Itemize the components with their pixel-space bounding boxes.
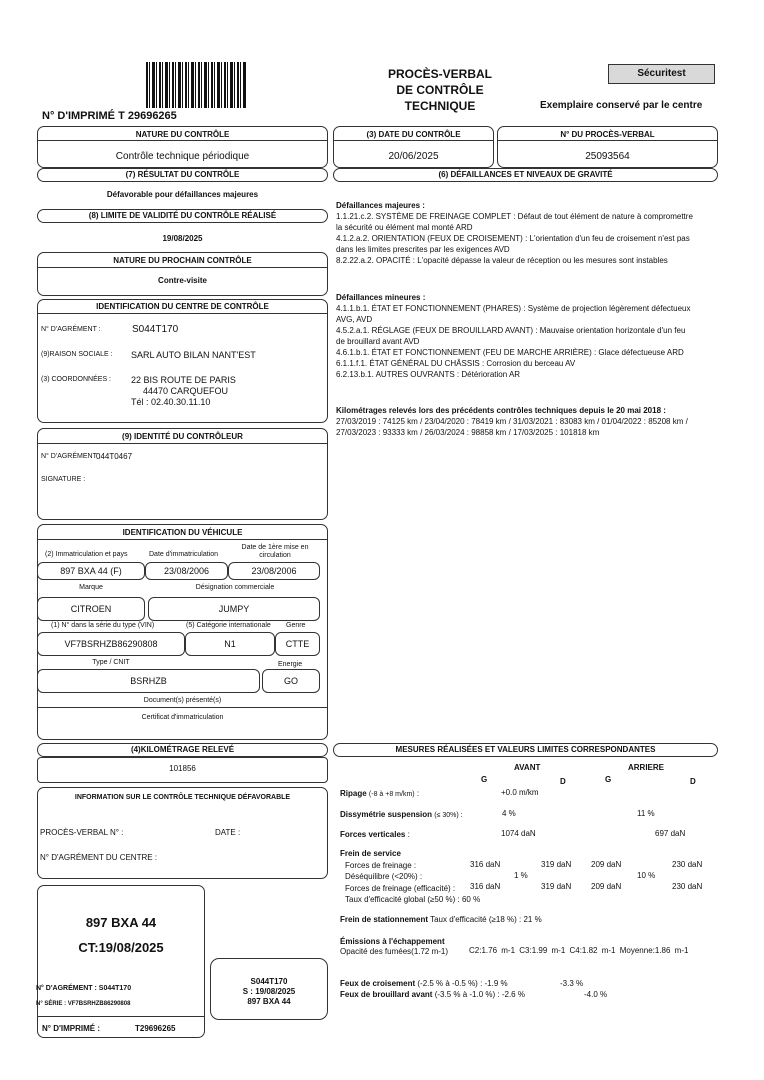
deseq-label: Déséquilibre (<20%) :: [345, 872, 423, 881]
ff-avg: 316 daN: [470, 860, 501, 869]
raison-label: (9)RAISON SOCIALE :: [41, 351, 113, 358]
dissym-av: 4 %: [502, 809, 516, 818]
immat-label: (2) Immatriculation et pays: [45, 551, 128, 558]
ticket-ct: CT:19/08/2025: [78, 940, 164, 955]
limite-value: 19/08/2025: [162, 234, 203, 243]
docs-label: Document(s) présenté(s): [143, 697, 222, 704]
prochain-label: NATURE DU PROCHAIN CONTRÔLE: [113, 256, 252, 265]
vehicule-label: IDENTIFICATION DU VÉHICULE: [122, 528, 243, 537]
col-avant-g: G: [481, 775, 488, 784]
type-label: Type / CNIT: [92, 659, 130, 666]
limite-label: (8) LIMITE DE VALIDITÉ DU CONTRÔLE RÉALISÉ: [37, 209, 328, 223]
stat-row: Frein de stationnement Taux d'efficacité (≥18 %) : 21 %: [340, 915, 542, 924]
km-history: [336, 405, 696, 438]
ffe-avg: 316 daN: [470, 882, 501, 891]
defaillances-label: (6) DÉFAILLANCES ET NIVEAUX DE GRAVITÉ: [333, 168, 718, 182]
copy-note: Exemplaire conservé par le centre: [540, 100, 703, 111]
immat-value: 897 BXA 44 (F): [37, 562, 145, 580]
dissym-row: Dissymétrie suspension (≤ 30%) :: [340, 810, 463, 819]
croisement-row: Feux de croisement (-2.5 % à -0.5 %) : -1.9 %: [340, 979, 508, 988]
km-history-text: 27/03/2019 : 74125 km / 23/04/2020 : 78419 km / 31/03/2021 : 83083 km / 01/04/2022 : 85208 km / 27/03/2023 : 93333 km / 26/03/2024 : 98858 km / 17/03/2025 : 101818 km: [336, 417, 688, 437]
col-arriere-g: G: [605, 775, 612, 784]
pv-label: N° DU PROCÈS-VERBAL: [560, 130, 655, 139]
ff-label: Forces de freinage :: [345, 861, 417, 870]
ff-avd: 319 daN: [541, 860, 572, 869]
vin-value: VF7BSRHZB86290808: [37, 632, 185, 656]
brouillard-row: Feux de brouillard avant (-3.5 % à -1.0 %) : -2.6 %: [340, 990, 525, 999]
energie-label: Energie: [278, 661, 303, 668]
coord-label: (3) COORDONNÉES :: [41, 376, 112, 383]
majeure-item: 4.1.2.a.2. ORIENTATION (FEUX DE CROISEMENT) : L'orientation d'un feu de croisement n'est pas dans les limites prescrites par les exigences AVD: [336, 234, 690, 254]
centre-agrement-label: N° D'AGRÉMENT :: [41, 326, 101, 333]
genre-value: CTTE: [275, 632, 320, 656]
pv-value: 25093564: [585, 151, 630, 162]
majeure-item: 1.1.21.c.2. SYSTÈME DE FREINAGE COMPLET : Défaut de tout élément de nature à compromettre la sécurité ou élément mal monté ARD: [336, 212, 693, 232]
coord-value: 22 BIS ROUTE DE PARIS 44470 CARQUEFOU Tél : 02.40.30.11.10: [131, 375, 236, 407]
date-value: 20/06/2025: [388, 151, 439, 162]
mineures-list: [336, 303, 696, 380]
info-defav-label: INFORMATION SUR LE CONTRÔLE TECHNIQUE DÉFAVORABLE: [74, 794, 291, 801]
mineure-item: 6.1.1.f.1. ÉTAT GÉNÉRAL DU CHÂSSIS : Corrosion du berceau AV: [336, 359, 576, 368]
brouillard-d: -4.0 %: [584, 990, 608, 999]
majeures-title: Défaillances majeures :: [336, 201, 425, 210]
mesures-label: MESURES RÉALISÉES ET VALEURS LIMITES CORRESPONDANTES: [333, 743, 718, 757]
ffe-ard: 230 daN: [672, 882, 703, 891]
mesures-avant: AVANT: [514, 763, 541, 772]
fv-row: Forces verticales :: [340, 830, 410, 839]
stamp-text: S044T170 S : 19/08/2025 897 BXA 44: [242, 977, 296, 1006]
ticket-imprime-label: N° D'IMPRIMÉ :: [42, 1024, 100, 1033]
opacite-values: C2:1.76 m-1 C3:1.99 m-1 C4:1.82 m-1 Moyenne:1.86 m-1: [469, 946, 689, 955]
mineure-item: 4.1.1.b.1. ÉTAT ET FONCTIONNEMENT (PHARES) : Système de projection légèrement défectueux AVG, AVD: [336, 304, 691, 324]
prochain-value: Contre-visite: [158, 276, 207, 285]
raison-value: SARL AUTO BILAN NANT'EST: [131, 350, 256, 360]
ffe-arg: 209 daN: [591, 882, 622, 891]
centre-label: IDENTIFICATION DU CENTRE DE CONTRÔLE: [96, 302, 269, 311]
ripage-value: +0.0 m/km: [501, 788, 539, 797]
col-avant-d: D: [560, 777, 566, 786]
ripage-row: Ripage (-8 à +8 m/km) :: [340, 789, 420, 798]
centre-agrement: S044T170: [132, 324, 179, 335]
categorie-value: N1: [185, 632, 275, 656]
signature-label: SIGNATURE :: [41, 476, 86, 483]
deseq-ar: 10 %: [637, 871, 656, 880]
marque-label: Marque: [79, 584, 103, 591]
imprime-number: N° D'IMPRIMÉ T 29696265: [42, 110, 177, 122]
col-arriere-d: D: [690, 777, 696, 786]
ffe-label: Forces de freinage (efficacité) :: [345, 884, 456, 893]
genre-label: Genre: [286, 622, 306, 629]
info-pv-label: PROCÈS-VERBAL N° :: [40, 828, 124, 837]
vin-label: (1) N° dans la série du type (VIN): [51, 622, 155, 629]
date-immat-value: 23/08/2006: [145, 562, 228, 580]
fv-av: 1074 daN: [501, 829, 536, 838]
mesures-arriere: ARRIERE: [628, 763, 665, 772]
ff-arg: 209 daN: [591, 860, 622, 869]
designation-label: Désignation commerciale: [195, 584, 275, 591]
brand-badge: Sécuritest: [608, 64, 715, 84]
croisement-d: -3.3 %: [560, 979, 584, 988]
info-date-label: DATE :: [215, 828, 241, 837]
barcode: [146, 62, 246, 108]
controleur-label: (9) IDENTITÉ DU CONTRÔLEUR: [122, 432, 243, 441]
majeure-item: 8.2.22.a.2. OPACITÉ : L'opacité dépasse la valeur de réception ou les mesures sont instables: [336, 256, 668, 265]
opacite-label: Opacité des fumées(1.72 m-1): [340, 947, 449, 956]
fv-ar: 697 daN: [655, 829, 686, 838]
controleur-box: [37, 428, 328, 520]
ticket-agrement: N° D'AGRÉMENT : S044T170: [36, 985, 132, 992]
marque-value: CITROEN: [37, 597, 145, 621]
type-value: BSRHZB: [37, 669, 260, 693]
nature-label: NATURE DU CONTRÔLE: [135, 130, 230, 139]
mineure-item: 4.5.2.a.1. RÉGLAGE (FEUX DE BROUILLARD AVANT) : Mauvaise orientation horizontale d'un feu de brouillard avant AVD: [336, 326, 686, 346]
fs-title: Frein de service: [340, 849, 401, 858]
majeures-list: [336, 211, 696, 266]
date-immat-label: Date d'immatriculation: [149, 551, 219, 558]
dissym-ar: 11 %: [637, 809, 655, 818]
nature-value: Contrôle technique périodique: [115, 151, 250, 162]
emis-title: Émissions à l'échappement: [340, 937, 445, 946]
ff-ard: 230 daN: [672, 860, 703, 869]
controleur-agrement: 044T0467: [96, 452, 133, 461]
resultat-value: Défavorable pour défaillances majeures: [106, 190, 259, 199]
km-history-title: Kilométrages relevés lors des précédents contrôles techniques depuis le 20 mai 2018 :: [336, 406, 666, 415]
mineures-title: Défaillances mineures :: [336, 293, 426, 302]
mineure-item: 6.2.13.b.1. AUTRES OUVRANTS : Détérioration AR: [336, 370, 521, 379]
controleur-agrement-label: N° D'AGRÉMENT :: [41, 453, 101, 460]
mineure-item: 4.6.1.b.1. ÉTAT ET FONCTIONNEMENT (FEU DE MARCHE ARRIÈRE) : Glace défectueuse ARD: [336, 348, 684, 357]
docs-value: Certificat d'immatriculation: [141, 714, 224, 721]
ticket-serie: N° SÉRIE : VF7BSRHZB86290808: [36, 1001, 131, 1007]
info-centre-label: N° D'AGRÉMENT DU CENTRE :: [40, 853, 158, 862]
designation-value: JUMPY: [148, 597, 320, 621]
kilometrage-value: 101856: [169, 764, 196, 773]
ffe-avd: 319 daN: [541, 882, 572, 891]
ticket-immat: 897 BXA 44: [85, 915, 157, 930]
date-label: (3) DATE DU CONTRÔLE: [366, 130, 461, 139]
resultat-label: (7) RÉSULTAT DU CONTRÔLE: [37, 168, 328, 182]
ticket-imprime: T29696265: [135, 1024, 176, 1033]
categorie-label: (5) Catégorie internationale: [186, 622, 271, 629]
document-title: PROCÈS-VERBAL DE CONTRÔLE TECHNIQUE: [387, 67, 492, 113]
kilometrage-label: (4)KILOMÉTRAGE RELEVÉ: [37, 743, 328, 757]
deseq-av: 1 %: [514, 871, 528, 880]
taux-global: Taux d'efficacité global (≥50 %) : 60 %: [345, 895, 481, 904]
date-first-label: Date de 1ère mise en circulation: [241, 544, 309, 559]
energie-value: GO: [262, 669, 320, 693]
date-first-value: 23/08/2006: [228, 562, 320, 580]
